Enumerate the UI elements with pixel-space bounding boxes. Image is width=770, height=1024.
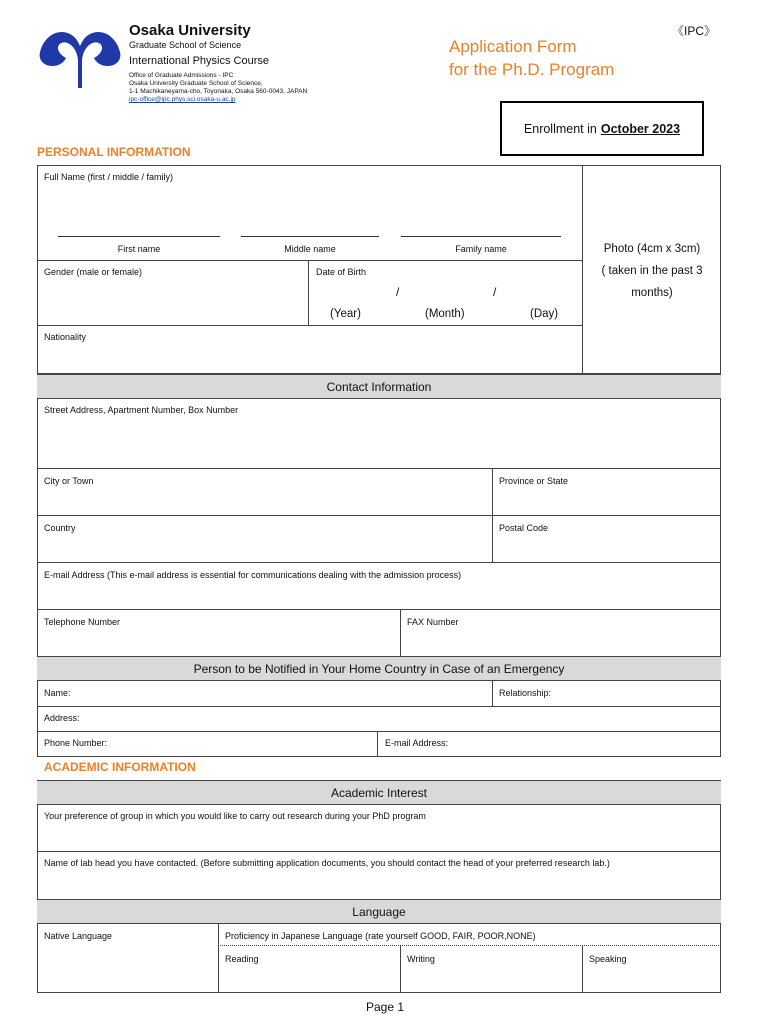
reading-field[interactable] xyxy=(222,967,396,989)
reading-label: Reading xyxy=(225,954,259,964)
full-name-label: Full Name (first / middle / family) xyxy=(44,172,174,182)
address-line: Osaka University Graduate School of Science, xyxy=(129,80,263,87)
telephone-field[interactable] xyxy=(40,630,396,654)
page-number: Page 1 xyxy=(365,1000,405,1014)
office-email-link[interactable]: ipc-office@ipc.phys.sci.osaka-u.ac.jp xyxy=(129,96,236,103)
emergency-email-label: E-mail Address: xyxy=(385,738,449,748)
nationality-label: Nationality xyxy=(44,332,87,342)
photo-caption-line3: months) xyxy=(631,287,673,299)
city-field[interactable] xyxy=(40,489,488,513)
street-label: Street Address, Apartment Number, Box Number xyxy=(44,405,239,415)
gender-label: Gender (male or female) xyxy=(44,267,143,277)
fax-label: FAX Number xyxy=(407,617,459,627)
dob-month-caption: (Month) xyxy=(425,308,465,320)
writing-field[interactable] xyxy=(404,967,578,989)
proficiency-label: Proficiency in Japanese Language (rate yourself GOOD, FAIR, POOR,NONE) xyxy=(225,931,536,941)
group-preference-field[interactable] xyxy=(40,824,718,850)
email-label: E-mail Address (This e-mail address is essential for communications dealing with the admission process) xyxy=(44,570,462,580)
academic-section-title: ACADEMIC INFORMATION xyxy=(44,760,196,774)
emergency-relationship-field[interactable] xyxy=(560,683,718,703)
photo-caption-line2: ( taken in the past 3 xyxy=(601,265,703,277)
academic-interest-band: Academic Interest xyxy=(37,780,721,805)
family-name-caption: Family name xyxy=(455,244,507,254)
fax-field[interactable] xyxy=(404,630,718,654)
native-language-label: Native Language xyxy=(44,931,113,941)
address-line: 1-1 Machikaneyama-cho, Toyonaka, Osaka 560-0043, JAPAN xyxy=(129,88,308,95)
form-title xyxy=(449,35,614,81)
gender-field[interactable] xyxy=(40,280,304,322)
speaking-field[interactable] xyxy=(586,967,718,989)
contact-band: Contact Information xyxy=(37,374,721,399)
emergency-phone-label: Phone Number: xyxy=(44,738,108,748)
email-field[interactable] xyxy=(40,583,718,607)
ipc-tag: 《IPC》 xyxy=(672,24,717,38)
form-title-line2: for the Ph.D. Program xyxy=(449,60,615,79)
dob-field[interactable] xyxy=(312,282,578,304)
writing-label: Writing xyxy=(407,954,435,964)
enrollment-term: October 2023 xyxy=(600,121,681,136)
province-label: Province or State xyxy=(499,476,569,486)
nationality-field[interactable] xyxy=(40,345,578,371)
osaka-university-logo xyxy=(36,22,124,94)
photo-box[interactable] xyxy=(583,238,721,304)
address-line: Office of Graduate Admissions - IPC xyxy=(129,72,234,79)
form-title-line1: Application Form xyxy=(449,37,577,56)
office-address xyxy=(129,72,307,104)
province-field[interactable] xyxy=(496,489,718,513)
emergency-address-field[interactable] xyxy=(85,708,718,728)
lab-head-label: Name of lab head you have contacted. (Before submitting application documents, you should contact the head of your preferred research lab.) xyxy=(44,858,610,868)
dob-day-caption: (Day) xyxy=(530,308,559,320)
middle-name-field[interactable] xyxy=(241,212,379,236)
native-language-field[interactable] xyxy=(40,945,214,989)
telephone-label: Telephone Number xyxy=(44,617,121,627)
first-name-field[interactable] xyxy=(58,212,220,236)
postal-label: Postal Code xyxy=(499,523,549,533)
emergency-name-label: Name: xyxy=(44,688,71,698)
postal-field[interactable] xyxy=(496,536,718,560)
emergency-email-field[interactable] xyxy=(462,733,718,753)
country-field[interactable] xyxy=(40,536,488,560)
course-name: International Physics Course xyxy=(129,55,270,67)
emergency-name-field[interactable] xyxy=(75,683,487,703)
street-field[interactable] xyxy=(40,418,718,466)
city-label: City or Town xyxy=(44,476,94,486)
photo-caption-line1: Photo (4cm x 3cm) xyxy=(603,243,701,255)
first-name-caption: First name xyxy=(117,244,161,254)
emergency-address-label: Address: xyxy=(44,713,80,723)
enrollment-prefix: Enrollment in xyxy=(523,121,597,136)
dob-slash-2: / xyxy=(493,285,497,299)
university-name: Osaka University xyxy=(129,22,251,39)
speaking-label: Speaking xyxy=(589,954,627,964)
dob-label: Date of Birth xyxy=(316,267,367,277)
middle-name-caption: Middle name xyxy=(284,244,336,254)
enrollment-box xyxy=(500,101,704,156)
dob-slash-1: / xyxy=(396,285,400,299)
language-band: Language xyxy=(37,899,721,924)
lab-head-field[interactable] xyxy=(40,871,718,897)
group-preference-label: Your preference of group in which you would like to carry out research during your PhD program xyxy=(44,811,426,821)
country-label: Country xyxy=(44,523,76,533)
graduate-school: Graduate School of Science xyxy=(129,40,242,50)
emergency-phone-field[interactable] xyxy=(120,733,372,753)
personal-section-title: PERSONAL INFORMATION xyxy=(37,145,191,159)
emergency-band: Person to be Notified in Your Home Country in Case of an Emergency xyxy=(37,656,721,681)
emergency-relationship-label: Relationship: xyxy=(499,688,552,698)
dob-year-caption: (Year) xyxy=(330,308,361,320)
family-name-field[interactable] xyxy=(401,212,561,236)
